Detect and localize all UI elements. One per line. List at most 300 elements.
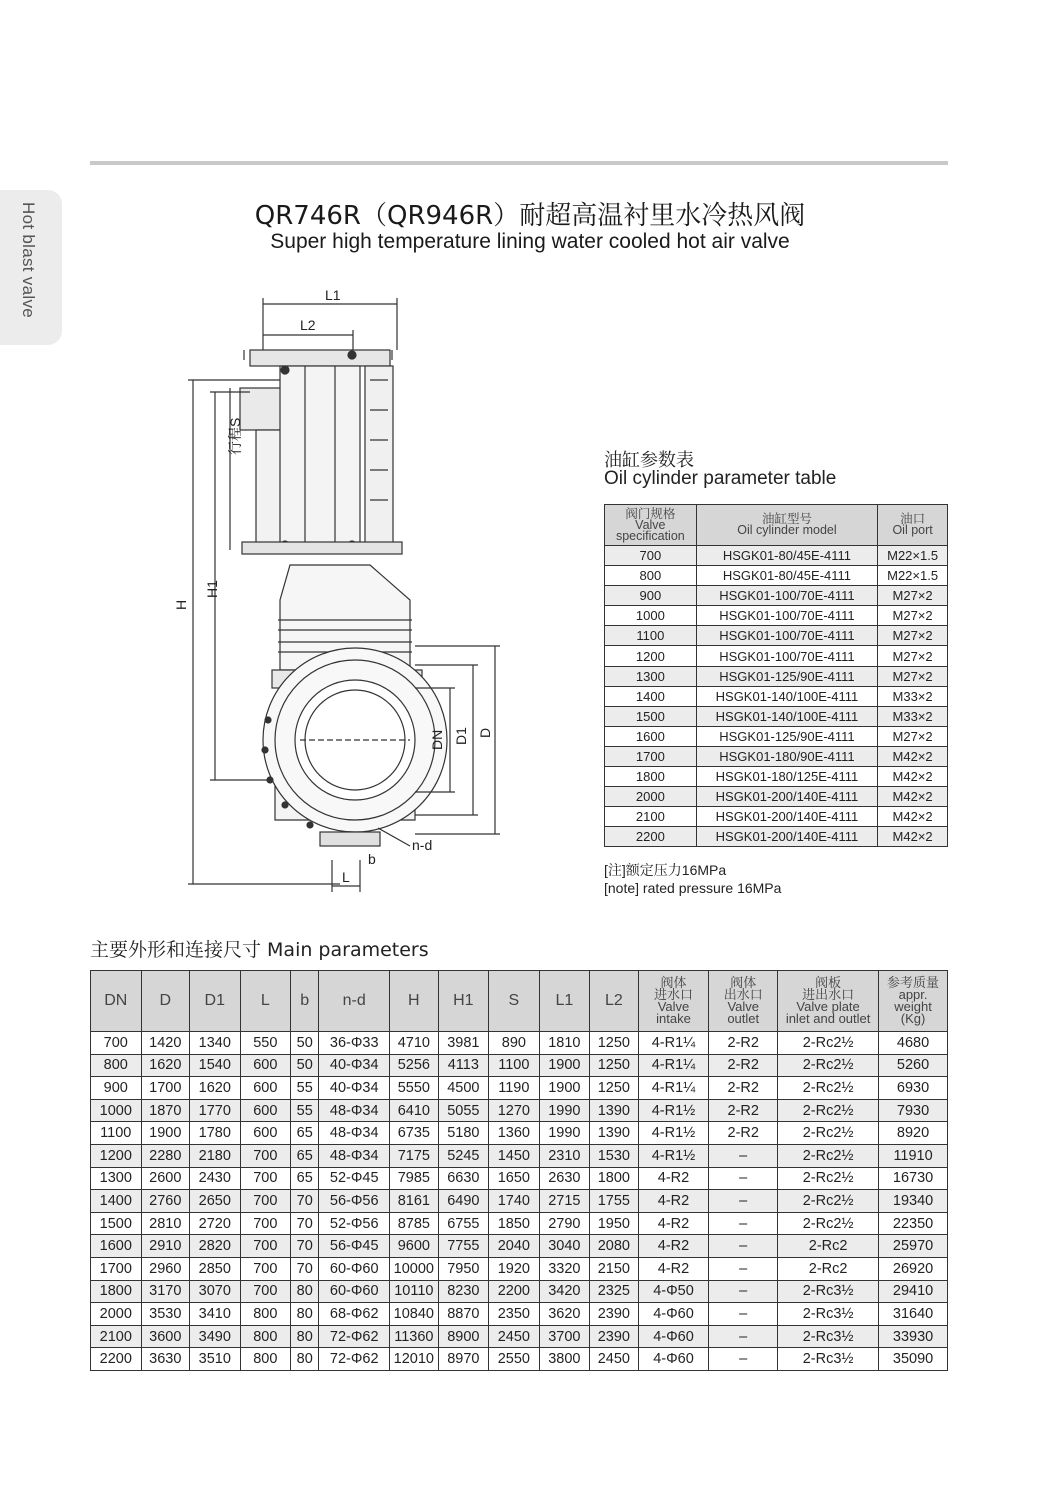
main-table-cell: 4-R1½: [638, 1122, 709, 1145]
main-table-cell: 1740: [489, 1190, 540, 1213]
main-table-cell: 2-Rc3½: [778, 1303, 879, 1326]
main-table-cell: 2810: [141, 1212, 190, 1235]
main-table-cell: –: [709, 1280, 778, 1303]
oil-table-cell: M27×2: [878, 666, 948, 686]
main-header-cell: 阀板 进出水口 Valve plate inlet and outlet: [778, 971, 879, 1032]
main-table-cell: 4-Φ60: [638, 1325, 709, 1348]
main-table-cell: 40-Φ34: [319, 1054, 390, 1077]
main-table-cell: 4-Φ50: [638, 1280, 709, 1303]
main-table-cell: 2-Rc2½: [778, 1032, 879, 1055]
main-table-cell: 65: [291, 1144, 319, 1167]
page-title-cn: QR746R（QR946R）耐超高温衬里水冷热风阀: [254, 201, 806, 231]
main-table-row: [91, 1122, 948, 1145]
main-table-cell: 8870: [438, 1303, 489, 1326]
main-table-cell: 72-Φ62: [319, 1348, 390, 1371]
main-table-cell: –: [709, 1303, 778, 1326]
main-table-cell: 22350: [879, 1212, 948, 1235]
main-table-cell: 3410: [190, 1303, 241, 1326]
main-table-cell: 4-R2: [638, 1167, 709, 1190]
label-L2: L2: [300, 317, 316, 333]
main-table-cell: 1780: [190, 1122, 241, 1145]
oil-table-cell: HSGK01-125/90E-4111: [696, 726, 878, 746]
oil-table-row: [605, 807, 948, 827]
main-table-cell: 6490: [438, 1190, 489, 1213]
main-table-cell: 3981: [438, 1032, 489, 1055]
main-table-cell: 1650: [489, 1167, 540, 1190]
main-table-cell: 1700: [141, 1077, 190, 1100]
oil-table-row: [605, 726, 948, 746]
main-table-cell: 1390: [590, 1122, 639, 1145]
main-table-cell: 7755: [438, 1235, 489, 1258]
main-header-cell: D: [141, 971, 190, 1032]
oil-table-row: [605, 546, 948, 566]
main-table-cell: 2040: [489, 1235, 540, 1258]
main-table-cell: 600: [240, 1077, 291, 1100]
oil-table-cell: M22×1.5: [878, 566, 948, 586]
oil-table-cell: M22×1.5: [878, 546, 948, 566]
main-table-cell: 1100: [91, 1122, 142, 1145]
main-table-cell: 1400: [91, 1190, 142, 1213]
oil-table-cell: 1000: [605, 606, 697, 626]
main-table-cell: 2-Rc3½: [778, 1280, 879, 1303]
main-table-cell: 40-Φ34: [319, 1077, 390, 1100]
main-header-cell: L: [240, 971, 291, 1032]
oil-table-row: [605, 706, 948, 726]
main-table-cell: 5180: [438, 1122, 489, 1145]
main-table-cell: 1390: [590, 1099, 639, 1122]
oil-table-cell: HSGK01-200/140E-4111: [696, 787, 878, 807]
main-table-cell: 1500: [91, 1212, 142, 1235]
main-table-cell: –: [709, 1167, 778, 1190]
main-table-cell: 50: [291, 1054, 319, 1077]
main-table-cell: 4-Φ60: [638, 1303, 709, 1326]
main-table-cell: 2-Rc2½: [778, 1122, 879, 1145]
main-table-cell: 2-R2: [709, 1054, 778, 1077]
main-table-cell: 5256: [390, 1054, 439, 1077]
main-table-cell: 1700: [91, 1257, 142, 1280]
main-table-cell: 6755: [438, 1212, 489, 1235]
oil-table-cell: 1300: [605, 666, 697, 686]
main-table-cell: 2600: [141, 1167, 190, 1190]
main-table-cell: 2390: [590, 1325, 639, 1348]
main-table-cell: 48-Φ34: [319, 1122, 390, 1145]
main-table-cell: 6930: [879, 1077, 948, 1100]
main-header-cell: 参考质量 appr. weight (Kg): [879, 971, 948, 1032]
main-table-cell: 800: [91, 1054, 142, 1077]
oil-header-spec: 阀门规格 Valve specification: [605, 505, 697, 546]
main-table-cell: 2-Rc2½: [778, 1212, 879, 1235]
main-table-cell: 80: [291, 1348, 319, 1371]
oil-table-cell: 1400: [605, 686, 697, 706]
oil-table-cell: M42×2: [878, 787, 948, 807]
main-table-cell: 16730: [879, 1167, 948, 1190]
main-table-cell: 2280: [141, 1144, 190, 1167]
section-tab-label: Hot blast valve: [19, 202, 38, 318]
oil-table-cell: M42×2: [878, 807, 948, 827]
top-beam: [250, 350, 390, 366]
main-table-cell: 8230: [438, 1280, 489, 1303]
main-table-cell: 4680: [879, 1032, 948, 1055]
main-table-cell: 4-R1¼: [638, 1077, 709, 1100]
main-table-cell: 1900: [539, 1054, 590, 1077]
main-table-cell: 2200: [91, 1348, 142, 1371]
oil-table-cell: HSGK01-140/100E-4111: [696, 706, 878, 726]
main-table-cell: 80: [291, 1303, 319, 1326]
main-table-cell: 1270: [489, 1099, 540, 1122]
oil-table-cell: 1600: [605, 726, 697, 746]
main-table-cell: 4-Φ60: [638, 1348, 709, 1371]
main-table-cell: 2-Rc3½: [778, 1325, 879, 1348]
main-table-cell: 55: [291, 1077, 319, 1100]
main-table-cell: 1250: [590, 1077, 639, 1100]
main-table-cell: 68-Φ62: [319, 1303, 390, 1326]
main-table-cell: 2550: [489, 1348, 540, 1371]
oil-header-port: 油口 Oil port: [878, 505, 948, 546]
main-table-cell: 70: [291, 1212, 319, 1235]
main-table-cell: 3420: [539, 1280, 590, 1303]
main-table-cell: 3630: [141, 1348, 190, 1371]
main-header-cell: S: [489, 971, 540, 1032]
oil-table-cell: HSGK01-200/140E-4111: [696, 827, 878, 847]
oil-table-cell: 1500: [605, 706, 697, 726]
main-table-cell: 800: [240, 1325, 291, 1348]
main-table-cell: 700: [240, 1167, 291, 1190]
label-stroke: 行程S: [227, 417, 243, 455]
oil-table-cell: 2100: [605, 807, 697, 827]
oil-table-cell: M27×2: [878, 726, 948, 746]
main-table-cell: 1190: [489, 1077, 540, 1100]
oil-table-cell: M27×2: [878, 586, 948, 606]
oil-table-cell: M33×2: [878, 706, 948, 726]
main-table-cell: 4113: [438, 1054, 489, 1077]
main-table-cell: 700: [240, 1235, 291, 1258]
oil-table-cell: M27×2: [878, 646, 948, 666]
main-table-cell: 2790: [539, 1212, 590, 1235]
main-table-cell: –: [709, 1190, 778, 1213]
main-table-cell: 60-Φ60: [319, 1280, 390, 1303]
main-table-row: [91, 1099, 948, 1122]
main-table-cell: 65: [291, 1167, 319, 1190]
main-table-row: [91, 1348, 948, 1371]
main-table-cell: 70: [291, 1190, 319, 1213]
main-header-cell: D1: [190, 971, 241, 1032]
oil-table-cell: M42×2: [878, 746, 948, 766]
main-table-cell: 8785: [390, 1212, 439, 1235]
main-table-cell: 2-Rc2½: [778, 1077, 879, 1100]
main-table-cell: 2430: [190, 1167, 241, 1190]
oil-table-cell: HSGK01-80/45E-4111: [696, 546, 878, 566]
main-table-cell: 3320: [539, 1257, 590, 1280]
main-header-cell: L2: [590, 971, 639, 1032]
label-L1: L1: [325, 287, 341, 303]
oil-table-cell: HSGK01-200/140E-4111: [696, 807, 878, 827]
oil-table-cell: M27×2: [878, 606, 948, 626]
main-table-cell: 2325: [590, 1280, 639, 1303]
main-table-cell: 6410: [390, 1099, 439, 1122]
label-L: L: [342, 869, 350, 885]
oil-table-row: [605, 626, 948, 646]
main-table-cell: 6630: [438, 1167, 489, 1190]
oil-table-cell: HSGK01-180/90E-4111: [696, 746, 878, 766]
main-table-row: [91, 1257, 948, 1280]
main-table-heading: 主要外形和连接尺寸 Main parameters: [90, 939, 429, 961]
oil-table-cell: M42×2: [878, 827, 948, 847]
main-table-cell: 10840: [390, 1303, 439, 1326]
main-table-cell: 2150: [590, 1257, 639, 1280]
main-table-row: [91, 1190, 948, 1213]
main-table-cell: 2100: [91, 1325, 142, 1348]
main-table-cell: 2080: [590, 1235, 639, 1258]
main-table-cell: 2450: [590, 1348, 639, 1371]
main-table-cell: 1800: [91, 1280, 142, 1303]
main-table-cell: 5055: [438, 1099, 489, 1122]
main-table-cell: 4-R1½: [638, 1144, 709, 1167]
main-table-cell: 700: [240, 1144, 291, 1167]
main-table-cell: 5260: [879, 1054, 948, 1077]
label-DN: DN: [429, 729, 445, 750]
main-table-cell: 600: [240, 1054, 291, 1077]
pressure-note-en: [note] rated pressure 16MPa: [604, 880, 782, 896]
main-table-row: [91, 1280, 948, 1303]
main-table-cell: 4-R2: [638, 1257, 709, 1280]
oil-table-cell: M27×2: [878, 626, 948, 646]
main-table-cell: 2200: [489, 1280, 540, 1303]
main-table-cell: 36-Φ33: [319, 1032, 390, 1055]
main-table-cell: 2-Rc2½: [778, 1167, 879, 1190]
main-table-cell: 1870: [141, 1099, 190, 1122]
main-table-cell: 3070: [190, 1280, 241, 1303]
main-table-cell: 2910: [141, 1235, 190, 1258]
main-table-cell: 11360: [390, 1325, 439, 1348]
oil-table-row: [605, 746, 948, 766]
main-table-cell: 29410: [879, 1280, 948, 1303]
main-table-cell: 1300: [91, 1167, 142, 1190]
main-table-cell: 2760: [141, 1190, 190, 1213]
main-table-cell: 2-R2: [709, 1122, 778, 1145]
oil-table-row: [605, 606, 948, 626]
main-table-cell: 4-R1¼: [638, 1054, 709, 1077]
pressure-note-cn: [注]额定压力16MPa: [604, 862, 727, 878]
oil-table-heading-en: Oil cylinder parameter table: [604, 468, 837, 489]
main-table-cell: 1200: [91, 1144, 142, 1167]
main-table-cell: 2720: [190, 1212, 241, 1235]
main-table-cell: 5550: [390, 1077, 439, 1100]
main-table-row: [91, 1167, 948, 1190]
main-table-cell: 1900: [141, 1122, 190, 1145]
main-table-cell: 1900: [539, 1077, 590, 1100]
main-table-cell: 2350: [489, 1303, 540, 1326]
main-table-cell: 4500: [438, 1077, 489, 1100]
main-table-cell: 1450: [489, 1144, 540, 1167]
main-table-cell: 2650: [190, 1190, 241, 1213]
main-table-cell: 1810: [539, 1032, 590, 1055]
oil-table-cell: M42×2: [878, 767, 948, 787]
main-table-cell: 70: [291, 1257, 319, 1280]
oil-table-cell: HSGK01-100/70E-4111: [696, 606, 878, 626]
main-table-cell: 2000: [91, 1303, 142, 1326]
main-table-cell: 1990: [539, 1099, 590, 1122]
top-divider: [90, 161, 948, 165]
main-table-cell: 1100: [489, 1054, 540, 1077]
main-table-cell: 4-R2: [638, 1235, 709, 1258]
main-header-cell: H1: [438, 971, 489, 1032]
main-table-cell: 600: [240, 1122, 291, 1145]
main-table-cell: 1755: [590, 1190, 639, 1213]
main-table-row: [91, 1303, 948, 1326]
main-header-cell: n-d: [319, 971, 390, 1032]
main-table-cell: 2-Rc2½: [778, 1190, 879, 1213]
main-table-row: [91, 1077, 948, 1100]
main-table-cell: 1770: [190, 1099, 241, 1122]
label-D: D: [477, 727, 493, 738]
main-table-row: [91, 1325, 948, 1348]
oil-table-row: [605, 827, 948, 847]
main-table-cell: 700: [91, 1032, 142, 1055]
main-table-cell: 60-Φ60: [319, 1257, 390, 1280]
main-table-cell: 1600: [91, 1235, 142, 1258]
main-header-cell: b: [291, 971, 319, 1032]
main-table-cell: –: [709, 1212, 778, 1235]
main-table-cell: 7930: [879, 1099, 948, 1122]
main-table-cell: 12010: [390, 1348, 439, 1371]
main-table-cell: 2850: [190, 1257, 241, 1280]
main-table-cell: 26920: [879, 1257, 948, 1280]
main-table-cell: 2715: [539, 1190, 590, 1213]
main-table-cell: 1950: [590, 1212, 639, 1235]
main-table-cell: 70: [291, 1235, 319, 1258]
main-table-cell: 2-R2: [709, 1099, 778, 1122]
main-table-cell: –: [709, 1325, 778, 1348]
main-table-cell: 3800: [539, 1348, 590, 1371]
oil-table-row: [605, 686, 948, 706]
main-table-cell: 2630: [539, 1167, 590, 1190]
main-table-cell: 700: [240, 1257, 291, 1280]
main-table-cell: 890: [489, 1032, 540, 1055]
main-table-cell: 7950: [438, 1257, 489, 1280]
main-table-cell: 3510: [190, 1348, 241, 1371]
main-table-cell: 4710: [390, 1032, 439, 1055]
oil-table-cell: HSGK01-80/45E-4111: [696, 566, 878, 586]
main-table-cell: 800: [240, 1348, 291, 1371]
main-table-cell: 4-R2: [638, 1212, 709, 1235]
main-table-cell: 50: [291, 1032, 319, 1055]
main-header-cell: L1: [539, 971, 590, 1032]
pressure-note: [604, 861, 781, 897]
main-table-cell: 80: [291, 1325, 319, 1348]
main-table-cell: 2450: [489, 1325, 540, 1348]
main-table-cell: 3040: [539, 1235, 590, 1258]
main-table-cell: 2-Rc2: [778, 1257, 879, 1280]
oil-table-cell: HSGK01-100/70E-4111: [696, 586, 878, 606]
label-nd: n-d: [412, 837, 433, 853]
oil-table-row: [605, 646, 948, 666]
oil-table-row: [605, 666, 948, 686]
main-table-cell: 10000: [390, 1257, 439, 1280]
oil-table-cell: HSGK01-100/70E-4111: [696, 626, 878, 646]
drain-port: [320, 832, 380, 846]
main-table-cell: 2390: [590, 1303, 639, 1326]
main-table-cell: 7175: [390, 1144, 439, 1167]
main-table-cell: 1250: [590, 1032, 639, 1055]
main-table-cell: 2-Rc2½: [778, 1054, 879, 1077]
main-table-cell: 4-R1¼: [638, 1032, 709, 1055]
main-table-cell: 2-Rc2½: [778, 1099, 879, 1122]
main-table-cell: 56-Φ45: [319, 1235, 390, 1258]
oil-table-cell: 1100: [605, 626, 697, 646]
main-table-cell: –: [709, 1348, 778, 1371]
main-table-cell: 1340: [190, 1032, 241, 1055]
main-table-cell: 700: [240, 1212, 291, 1235]
main-table-cell: 900: [91, 1077, 142, 1100]
main-table-cell: 3490: [190, 1325, 241, 1348]
main-table-cell: 2310: [539, 1144, 590, 1167]
main-header-cell: 阀体 进水口 Valve intake: [638, 971, 709, 1032]
main-table-cell: 3530: [141, 1303, 190, 1326]
oil-table-row: [605, 566, 948, 586]
oil-table-cell: 700: [605, 546, 697, 566]
main-table-cell: 1540: [190, 1054, 241, 1077]
main-header-cell: 阀体 出水口 Valve outlet: [709, 971, 778, 1032]
main-table-cell: 1620: [190, 1077, 241, 1100]
main-table-cell: 2960: [141, 1257, 190, 1280]
valve-drawing: [160, 280, 600, 900]
main-table-cell: 2-Rc2½: [778, 1144, 879, 1167]
main-table-cell: 6735: [390, 1122, 439, 1145]
oil-table-cell: M33×2: [878, 686, 948, 706]
main-table-cell: 1620: [141, 1054, 190, 1077]
main-table-cell: –: [709, 1235, 778, 1258]
main-table-cell: 2180: [190, 1144, 241, 1167]
main-table-cell: 80: [291, 1280, 319, 1303]
main-header-cell: DN: [91, 971, 142, 1032]
oil-table-cell: 2200: [605, 827, 697, 847]
oil-table-cell: HSGK01-125/90E-4111: [696, 666, 878, 686]
main-table-cell: 8920: [879, 1122, 948, 1145]
main-table-cell: 1250: [590, 1054, 639, 1077]
main-table-cell: 52-Φ56: [319, 1212, 390, 1235]
main-table-cell: 19340: [879, 1190, 948, 1213]
main-table-cell: 2-R2: [709, 1077, 778, 1100]
main-table-cell: 800: [240, 1303, 291, 1326]
main-table-cell: 35090: [879, 1348, 948, 1371]
main-table-row: [91, 1032, 948, 1055]
main-table-cell: 1990: [539, 1122, 590, 1145]
main-table-cell: –: [709, 1257, 778, 1280]
main-table-row: [91, 1235, 948, 1258]
main-table-cell: 700: [240, 1280, 291, 1303]
main-table-cell: 48-Φ34: [319, 1099, 390, 1122]
main-table-cell: 48-Φ34: [319, 1144, 390, 1167]
oil-cylinder-table: [604, 504, 948, 847]
main-table-cell: 3170: [141, 1280, 190, 1303]
oil-table-row: [605, 586, 948, 606]
main-table-cell: 1000: [91, 1099, 142, 1122]
main-table-cell: 33930: [879, 1325, 948, 1348]
main-table-cell: 2-R2: [709, 1032, 778, 1055]
main-table-cell: 52-Φ45: [319, 1167, 390, 1190]
oil-table-cell: 1800: [605, 767, 697, 787]
main-table-cell: 72-Φ62: [319, 1325, 390, 1348]
oil-header-model: 油缸型号 Oil cylinder model: [696, 505, 878, 546]
main-table-cell: 10110: [390, 1280, 439, 1303]
main-table-cell: 56-Φ56: [319, 1190, 390, 1213]
main-table-cell: 4-R1½: [638, 1099, 709, 1122]
main-table-cell: 700: [240, 1190, 291, 1213]
main-table-cell: 9600: [390, 1235, 439, 1258]
main-table-cell: 11910: [879, 1144, 948, 1167]
main-table-cell: 2-Rc2: [778, 1235, 879, 1258]
main-table-cell: 5245: [438, 1144, 489, 1167]
